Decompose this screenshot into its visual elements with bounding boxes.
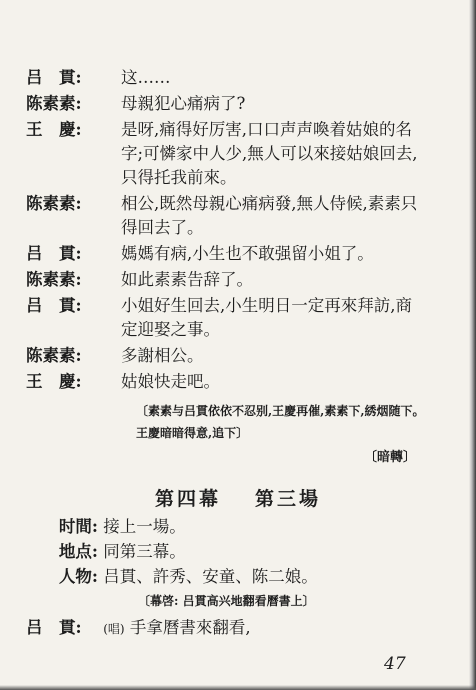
speech-text: 相公,既然母親心痛病發,無人侍候,素素只得回去了。	[121, 194, 418, 237]
dialogue-block	[26, 66, 426, 465]
speaker-name: 王 慶:	[26, 372, 82, 391]
act-scene-heading	[0, 484, 476, 511]
curtain-direction: 〔幕啓: 吕貫高兴地翻看曆書上〕	[138, 594, 315, 608]
info-row	[46, 514, 318, 539]
speech-text: 多謝相公。	[121, 346, 204, 365]
page-edge-shadow	[469, 0, 476, 690]
stage-direction: 〔素素与吕貫依依不忍别,王慶再催,素素下,綉烟随下。王慶暗暗得意,追下〕	[136, 404, 425, 440]
dialogue-line	[26, 118, 426, 190]
speaker-name: 吕 貫:	[26, 244, 82, 263]
singing-note: (唱)	[103, 622, 125, 636]
speaker-name: 陈素素:	[26, 194, 82, 213]
speech-text: 手拿曆書來翻看,	[129, 618, 251, 637]
speaker-name: 吕 貫:	[26, 296, 82, 315]
speaker-name: 陈素素:	[26, 346, 82, 365]
dialogue-line	[26, 344, 426, 368]
page-bottom-shadow	[0, 685, 476, 690]
speech-text: 这……	[121, 68, 171, 87]
dialogue-line	[26, 294, 426, 342]
speech-text: 姑娘快走吧。	[121, 372, 220, 391]
stage-end-note: 〔暗轉〕	[363, 450, 416, 465]
speaker-name: 陈素素:	[26, 270, 82, 289]
speaker-name: 吕 貫:	[26, 618, 82, 637]
speech-text: 媽媽有病,小生也不敢强留小姐了。	[121, 244, 374, 263]
info-value: 同第三幕。	[103, 542, 186, 561]
info-value: 吕貫、許秀、安童、陈二娘。	[103, 567, 318, 586]
info-key: 人物:	[58, 567, 98, 586]
speaker-name: 陈素素:	[26, 94, 82, 113]
info-row	[46, 539, 318, 564]
speech-text: 如此素素告辞了。	[121, 270, 253, 289]
scene-label: 第三場	[255, 488, 322, 510]
dialogue-line	[26, 192, 426, 240]
speech-text: 是呀,痛得好厉害,口口声声喚着姑娘的名字;可憐家中人少,無人可以來接姑娘回去,只得托我前來。	[121, 120, 418, 187]
dialogue-line	[26, 66, 426, 90]
info-value: 接上一場。	[103, 517, 186, 536]
dialogue-line	[26, 370, 426, 394]
speech-text: 小姐好生回去,小生明日一定再來拜訪,商定迎娶之事。	[121, 296, 412, 339]
dialogue-line	[26, 92, 426, 116]
act-label: 第四幕	[154, 488, 221, 510]
speech-text: 母親犯心痛病了?	[121, 94, 246, 113]
info-key: 地点:	[58, 542, 98, 561]
speaker-name: 吕 貫:	[26, 68, 82, 87]
info-row	[46, 564, 318, 589]
page-number: 47	[384, 654, 406, 674]
speaker-name: 王 慶:	[26, 120, 82, 139]
dialogue-line	[26, 242, 426, 266]
scene-info	[46, 514, 318, 589]
dialogue-line	[26, 614, 251, 638]
dialogue-line	[26, 268, 426, 292]
info-key: 时間:	[58, 517, 98, 536]
